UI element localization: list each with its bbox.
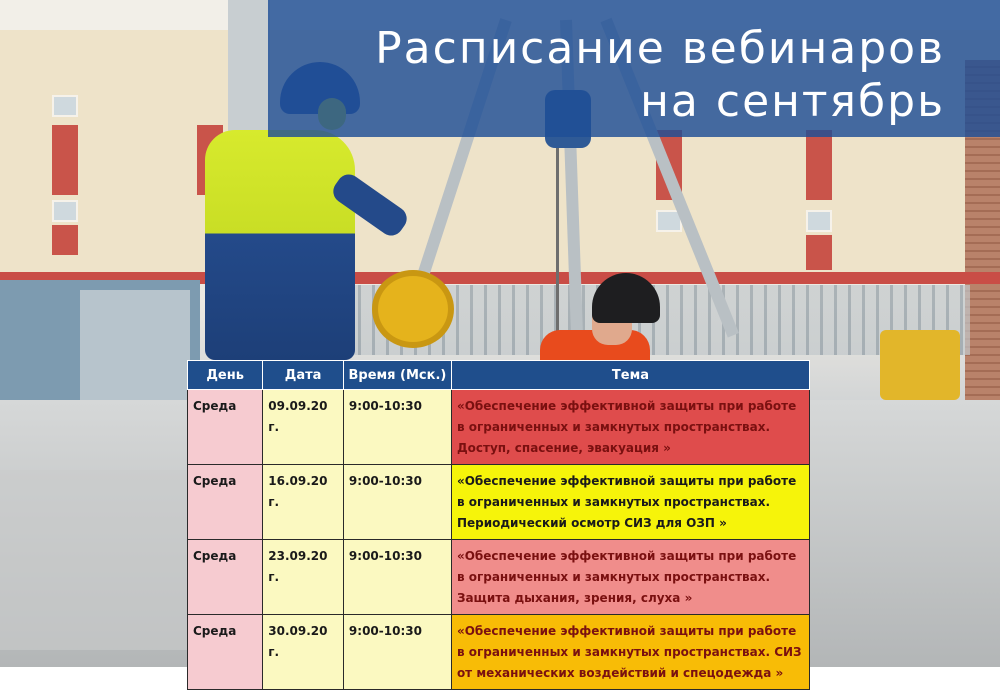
cell-day: Среда bbox=[188, 615, 263, 690]
cell-day: Среда bbox=[188, 465, 263, 540]
table-row bbox=[188, 465, 810, 540]
winch-reel bbox=[372, 270, 454, 348]
title-line-1: Расписание вебинаров bbox=[375, 23, 945, 74]
cell-time: 9:00-10:30 bbox=[343, 465, 451, 540]
header-day: День bbox=[188, 361, 263, 390]
cell-time: 9:00-10:30 bbox=[343, 390, 451, 465]
building-window bbox=[806, 210, 832, 232]
cell-date: 23.09.20 г. bbox=[263, 540, 344, 615]
table-row bbox=[188, 390, 810, 465]
wet-pavement bbox=[0, 470, 190, 650]
header-date: Дата bbox=[263, 361, 344, 390]
cell-topic bbox=[451, 465, 809, 540]
header-topic: Тема bbox=[451, 361, 809, 390]
winch-cable bbox=[556, 140, 559, 340]
building-top bbox=[0, 0, 230, 30]
topic-text: «Обеспечение эффективной защиты при работе в ограниченных и замкнутых пространствах. Защита дыхания, зрения, слуха » bbox=[456, 549, 797, 605]
table-row bbox=[188, 540, 810, 615]
topic-text: «Обеспечение эффективной защиты при работе в ограниченных и замкнутых пространствах. Периодический осмотр СИЗ для ОЗП » bbox=[456, 474, 797, 530]
worker-standing bbox=[205, 130, 355, 360]
cell-topic bbox=[451, 390, 809, 465]
cell-topic bbox=[451, 615, 809, 690]
topic-text: «Обеспечение эффективной защиты при работе в ограниченных и замкнутых пространствах. СИЗ от механических воздействий и спецодежда » bbox=[456, 624, 802, 680]
title-banner bbox=[268, 0, 1000, 137]
cell-date: 30.09.20 г. bbox=[263, 615, 344, 690]
cell-day: Среда bbox=[188, 390, 263, 465]
cell-time: 9:00-10:30 bbox=[343, 615, 451, 690]
building-window bbox=[52, 125, 78, 195]
title-line-2: на сентябрь bbox=[640, 76, 945, 127]
grey-container bbox=[80, 290, 190, 400]
page-title bbox=[375, 22, 945, 128]
table-header-row bbox=[188, 361, 810, 390]
cell-day: Среда bbox=[188, 540, 263, 615]
cell-topic bbox=[451, 540, 809, 615]
cell-date: 16.09.20 г. bbox=[263, 465, 344, 540]
building-window bbox=[806, 130, 832, 200]
yellow-loader bbox=[880, 330, 960, 400]
schedule-table bbox=[187, 360, 810, 690]
building-window bbox=[52, 225, 78, 255]
cell-date: 09.09.20 г. bbox=[263, 390, 344, 465]
header-time: Время (Мск.) bbox=[343, 361, 451, 390]
cell-time: 9:00-10:30 bbox=[343, 540, 451, 615]
table-row bbox=[188, 615, 810, 690]
topic-text: «Обеспечение эффективной защиты при работе в ограниченных и замкнутых пространствах. Доступ, спасение, эвакуация » bbox=[456, 399, 797, 455]
building-window bbox=[52, 200, 78, 222]
building-window bbox=[52, 95, 78, 117]
building-window bbox=[806, 235, 832, 270]
